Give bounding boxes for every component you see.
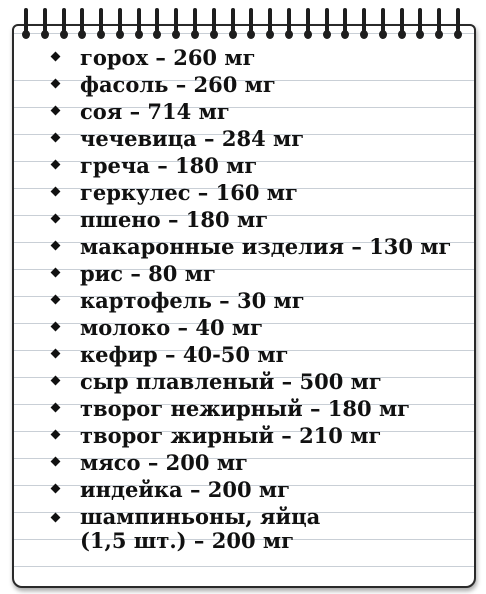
- bullet-icon: [51, 403, 61, 413]
- item-text: соя – 714 мг: [80, 99, 230, 124]
- item-text: творог жирный – 210 мг: [80, 423, 382, 448]
- item-text: пшено – 180 мг: [80, 207, 269, 232]
- item-text: картофель – 30 мг: [80, 288, 305, 313]
- list-item: [48, 503, 451, 553]
- spiral-ring: [210, 8, 218, 44]
- spiral-ring: [454, 8, 462, 44]
- spiral-ring: [360, 8, 368, 44]
- item-text: греча – 180 мг: [80, 153, 258, 178]
- item-text: сыр плавленый – 500 мг: [80, 369, 382, 394]
- bullet-icon: [51, 133, 61, 143]
- bullet-icon: [51, 457, 61, 467]
- spiral-ring: [153, 8, 161, 44]
- item-text: чечевица – 284 мг: [80, 126, 305, 151]
- bullet-icon: [51, 376, 61, 386]
- spiral-ring: [116, 8, 124, 44]
- list-item: [48, 152, 451, 179]
- list-item: [48, 125, 451, 152]
- spiral-ring: [379, 8, 387, 44]
- item-text: горох – 260 мг: [80, 45, 256, 70]
- spiral-ring: [97, 8, 105, 44]
- list-item: [48, 476, 451, 503]
- spiral-ring: [247, 8, 255, 44]
- item-text-continued: (1,5 шт.) – 200 мг: [80, 528, 294, 553]
- bullet-icon: [51, 241, 61, 251]
- bullet-icon: [51, 430, 61, 440]
- spiral-ring: [22, 8, 30, 44]
- item-text: фасоль – 260 мг: [80, 72, 276, 97]
- spiral-ring: [304, 8, 312, 44]
- spiral-ring: [435, 8, 443, 44]
- spiral-ring: [416, 8, 424, 44]
- bullet-icon: [51, 513, 61, 523]
- list-item: [48, 395, 451, 422]
- item-text: шампиньоны, яйца: [80, 504, 321, 529]
- spiral-ring: [60, 8, 68, 44]
- bullet-icon: [51, 187, 61, 197]
- spiral-ring: [172, 8, 180, 44]
- bullet-icon: [51, 106, 61, 116]
- bullet-icon: [51, 160, 61, 170]
- bullet-icon: [51, 79, 61, 89]
- list-item: [48, 44, 451, 71]
- list-item: [48, 422, 451, 449]
- spiral-ring: [78, 8, 86, 44]
- list-item: [48, 233, 451, 260]
- item-text: мясо – 200 мг: [80, 450, 248, 475]
- list-item: [48, 287, 451, 314]
- bullet-icon: [51, 214, 61, 224]
- bullet-icon: [51, 322, 61, 332]
- bullet-icon: [51, 349, 61, 359]
- bullet-icon: [51, 52, 61, 62]
- bullet-icon: [51, 268, 61, 278]
- spiral-ring: [341, 8, 349, 44]
- bullet-icon: [51, 295, 61, 305]
- item-text: индейка – 200 мг: [80, 477, 291, 502]
- bullet-icon: [51, 484, 61, 494]
- list-item: [48, 71, 451, 98]
- item-text: макаронные изделия – 130 мг: [80, 234, 452, 259]
- spiral-ring: [266, 8, 274, 44]
- spiral-ring: [398, 8, 406, 44]
- food-list: [48, 44, 451, 553]
- spiral-ring: [135, 8, 143, 44]
- spiral-ring: [285, 8, 293, 44]
- list-item: [48, 341, 451, 368]
- spiral-binding: [22, 8, 462, 44]
- list-item: [48, 206, 451, 233]
- list-item: [48, 98, 451, 125]
- item-text: молоко – 40 мг: [80, 315, 264, 340]
- list-item: [48, 368, 451, 395]
- list-item: [48, 314, 451, 341]
- spiral-ring: [41, 8, 49, 44]
- item-text: творог нежирный – 180 мг: [80, 396, 411, 421]
- spiral-ring: [191, 8, 199, 44]
- item-text: рис – 80 мг: [80, 261, 216, 286]
- item-text: кефир – 40-50 мг: [80, 342, 289, 367]
- spiral-ring: [229, 8, 237, 44]
- list-item: [48, 179, 451, 206]
- list-item: [48, 449, 451, 476]
- item-text: геркулес – 160 мг: [80, 180, 298, 205]
- spiral-ring: [323, 8, 331, 44]
- list-item: [48, 260, 451, 287]
